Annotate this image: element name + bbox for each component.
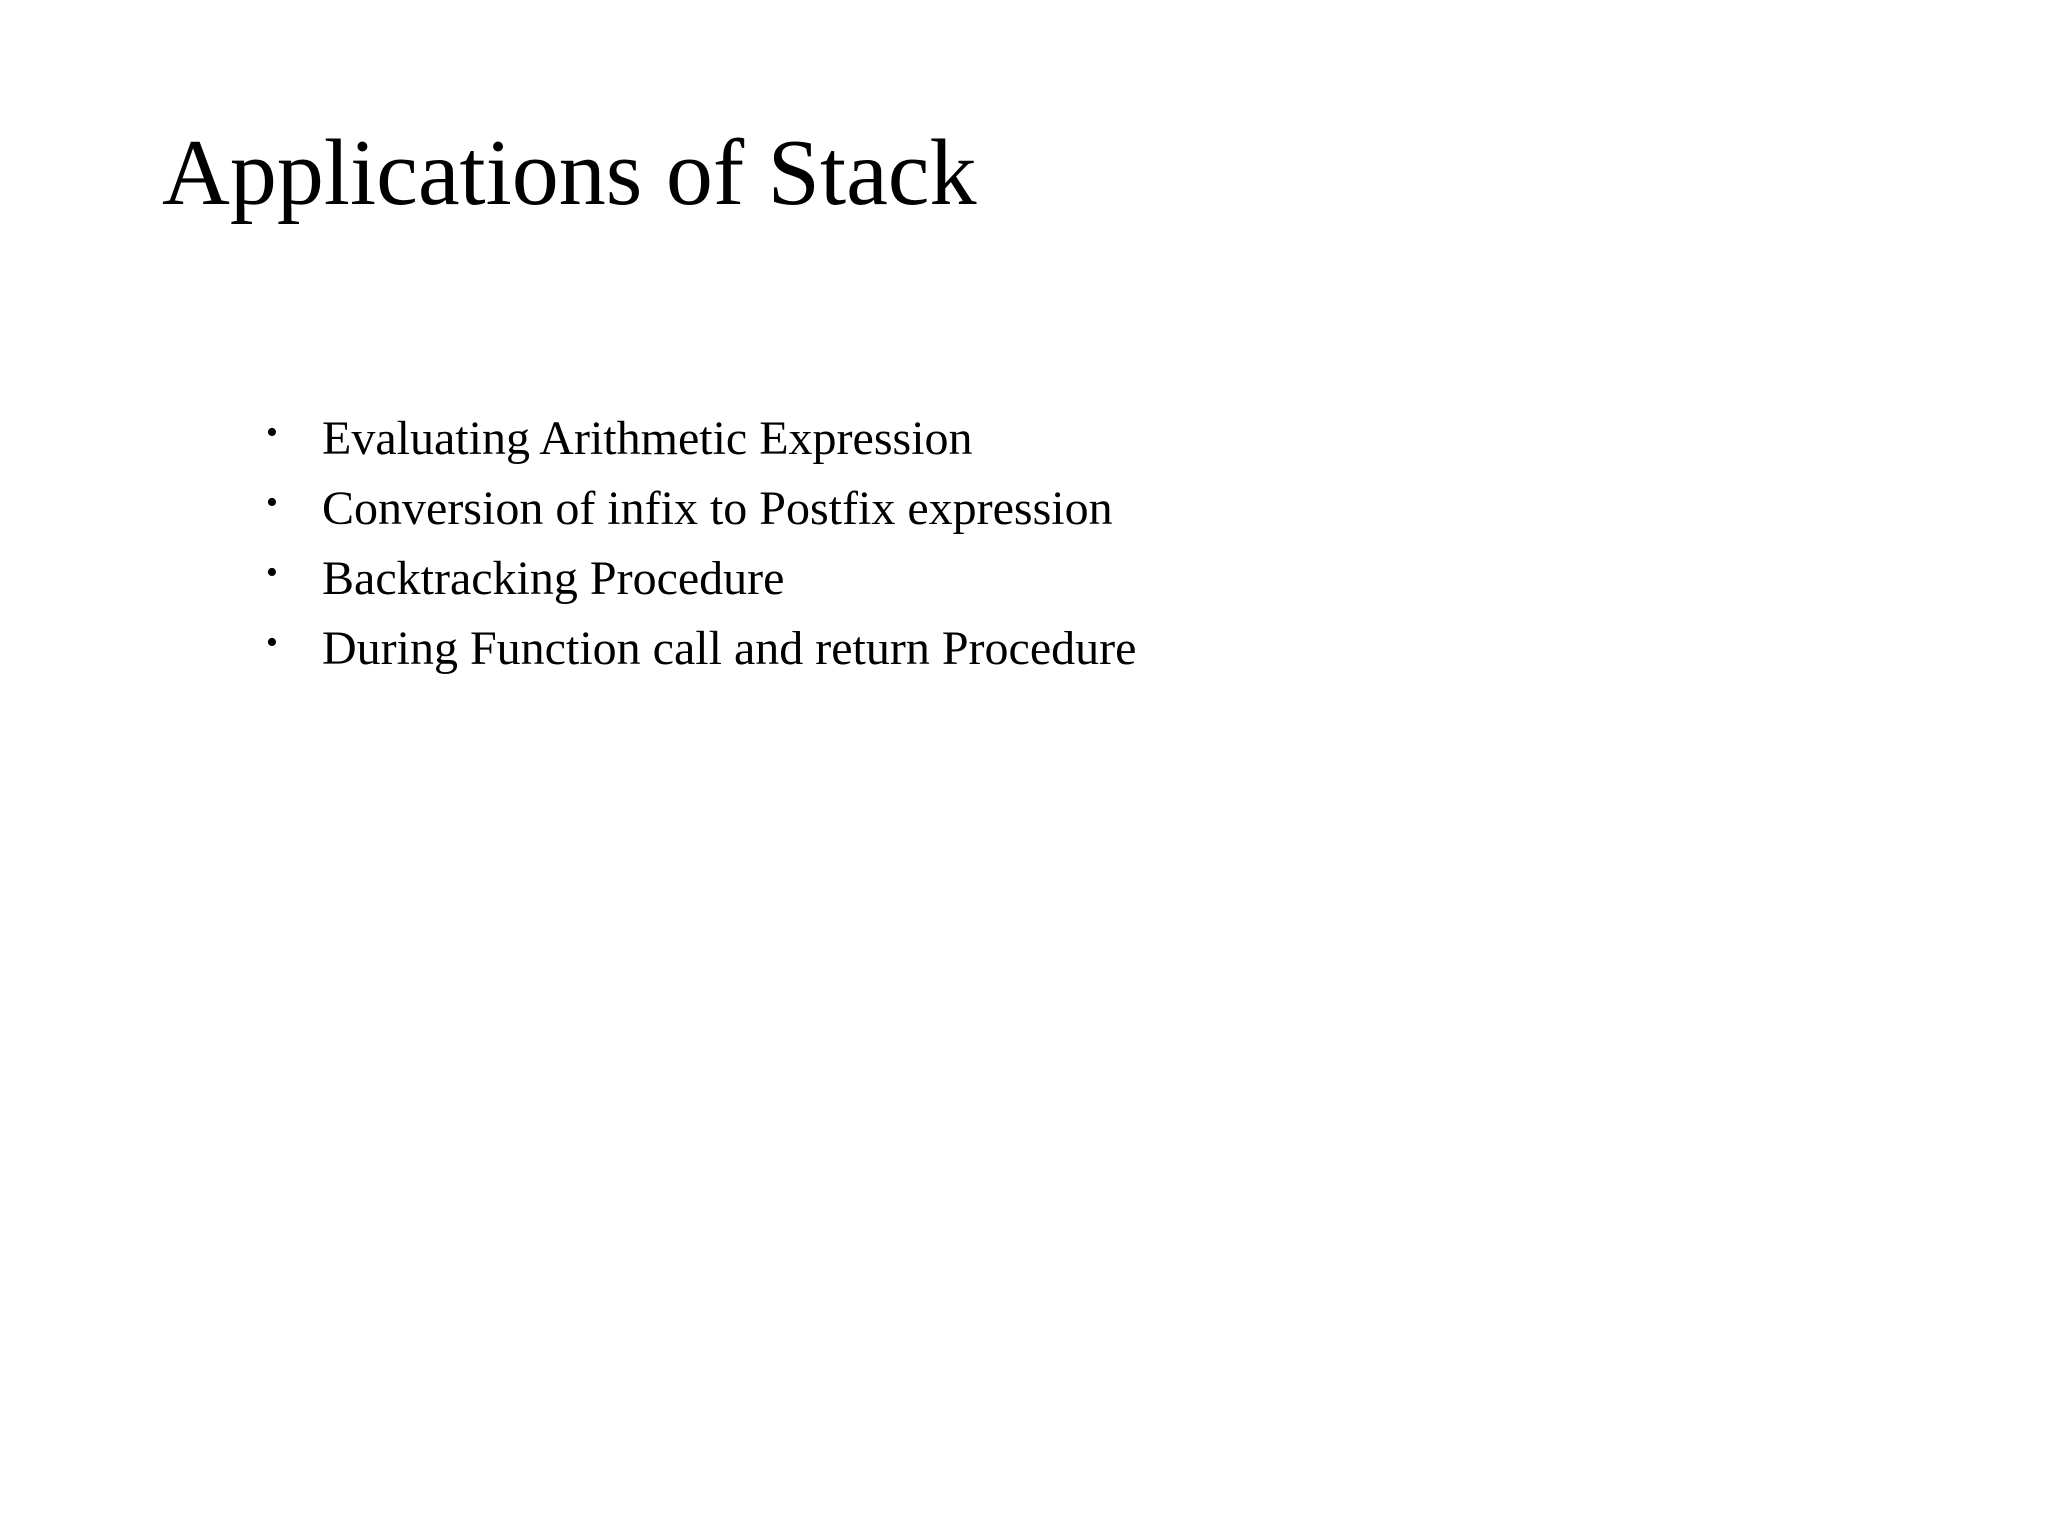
bullet-icon: •	[266, 554, 278, 591]
bullet-text: Backtracking Procedure	[322, 552, 785, 605]
bullet-text: During Function call and return Procedure	[322, 622, 1137, 675]
list-item	[262, 614, 1136, 684]
slide-title: Applications of Stack	[162, 121, 977, 225]
list-item	[262, 404, 1136, 474]
bullet-icon: •	[266, 484, 278, 521]
bullet-text: Conversion of infix to Postfix expression	[322, 482, 1113, 535]
list-item	[262, 544, 1136, 614]
list-item	[262, 474, 1136, 544]
bullet-text: Evaluating Arithmetic Expression	[322, 412, 973, 465]
bullet-icon: •	[266, 624, 278, 661]
bullet-icon: •	[266, 414, 278, 451]
bullet-list	[262, 404, 1136, 684]
